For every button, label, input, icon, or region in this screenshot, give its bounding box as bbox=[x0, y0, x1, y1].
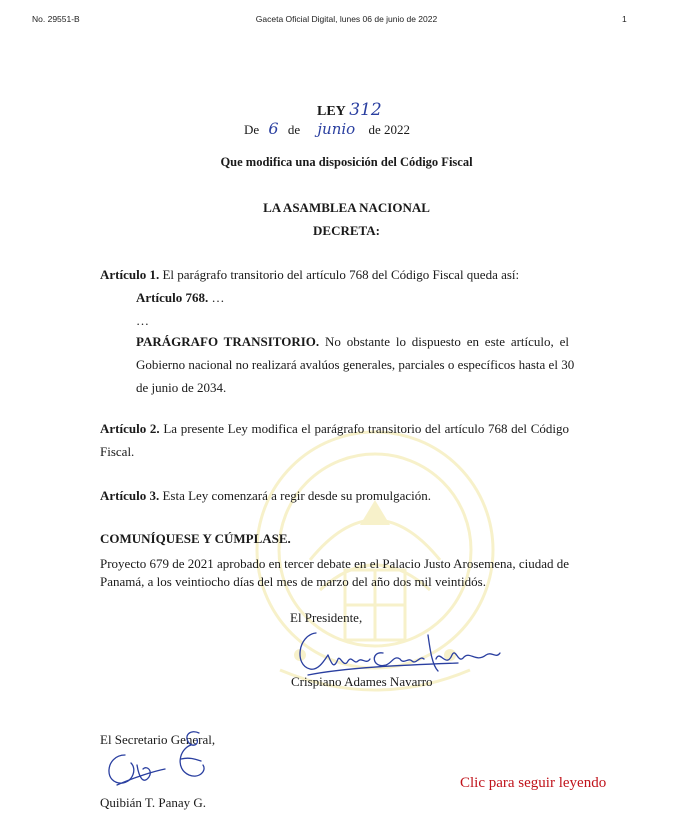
page-number: 1 bbox=[622, 14, 627, 24]
paragraph-transitorio-line-2: Gobierno nacional no realizará avalúos generales, parciales o específicos hasta el 30 bbox=[136, 357, 575, 372]
date-year: de 2022 bbox=[368, 122, 410, 137]
date-month-handwritten: junio bbox=[317, 120, 356, 138]
law-subtitle: Que modifica una disposición del Código Fiscal bbox=[220, 155, 473, 169]
article-3-text: Esta Ley comenzará a regir desde su promulgación. bbox=[162, 488, 432, 503]
paragraph-transitorio-text-1: No obstante lo dispuesto en este artículo, el bbox=[324, 334, 569, 349]
closing-formula: COMUNÍQUESE Y CÚMPLASE. bbox=[100, 531, 291, 546]
assembly-name: LA ASAMBLEA NACIONAL bbox=[263, 200, 430, 215]
article-768-label: Artículo 768. bbox=[136, 290, 209, 305]
date-de: de bbox=[287, 122, 301, 137]
paragraph-transitorio-line-3: de junio de 2034. bbox=[136, 380, 227, 395]
continue-reading-link[interactable]: Clic para seguir leyendo bbox=[460, 775, 607, 791]
gazette-title: Gaceta Oficial Digital, lunes 06 de junio de 2022 bbox=[255, 14, 438, 24]
ley-number-handwritten: 312 bbox=[349, 100, 382, 120]
article-768-ellipsis: … bbox=[211, 290, 225, 305]
secretary-signature bbox=[95, 725, 220, 795]
president-title: El Presidente, bbox=[290, 610, 363, 625]
article-1-text: El parágrafo transitorio del artículo 768 del Código Fiscal queda así: bbox=[162, 267, 520, 282]
article-768-line bbox=[136, 285, 224, 311]
decree-label: DECRETA: bbox=[313, 223, 380, 238]
project-line-2: Panamá, a los veintiocho días del mes de marzo del año dos mil veintidós. bbox=[100, 574, 486, 589]
secretary-title: El Secretario General, bbox=[100, 732, 216, 747]
article-3-label: Artículo 3. bbox=[100, 488, 160, 503]
article-2-label: Artículo 2. bbox=[100, 421, 160, 436]
president-name: Crispiano Adames Navarro bbox=[291, 674, 433, 689]
project-line-1: Proyecto 679 de 2021 aprobado en tercer debate en el Palacio Justo Arosemena, ciudad de bbox=[100, 556, 569, 571]
omission-ellipsis: … bbox=[136, 313, 149, 328]
date-prefix: De bbox=[244, 122, 260, 137]
article-2-line-1 bbox=[100, 416, 569, 442]
paragraph-transitorio-label: PARÁGRAFO TRANSITORIO. bbox=[136, 334, 320, 349]
gazette-number: No. 29551-B bbox=[32, 14, 80, 24]
date-day-handwritten: 6 bbox=[268, 119, 279, 138]
secretary-name: Quibián T. Panay G. bbox=[100, 795, 207, 810]
article-3 bbox=[100, 483, 431, 509]
law-date bbox=[244, 119, 410, 138]
ley-label: LEY bbox=[317, 104, 346, 119]
article-2-line-2: Fiscal. bbox=[100, 444, 135, 459]
law-title bbox=[317, 100, 382, 120]
article-2-text-1: La presente Ley modifica el parágrafo transitorio del artículo 768 del Código bbox=[163, 421, 569, 436]
article-1-label: Artículo 1. bbox=[100, 267, 160, 282]
